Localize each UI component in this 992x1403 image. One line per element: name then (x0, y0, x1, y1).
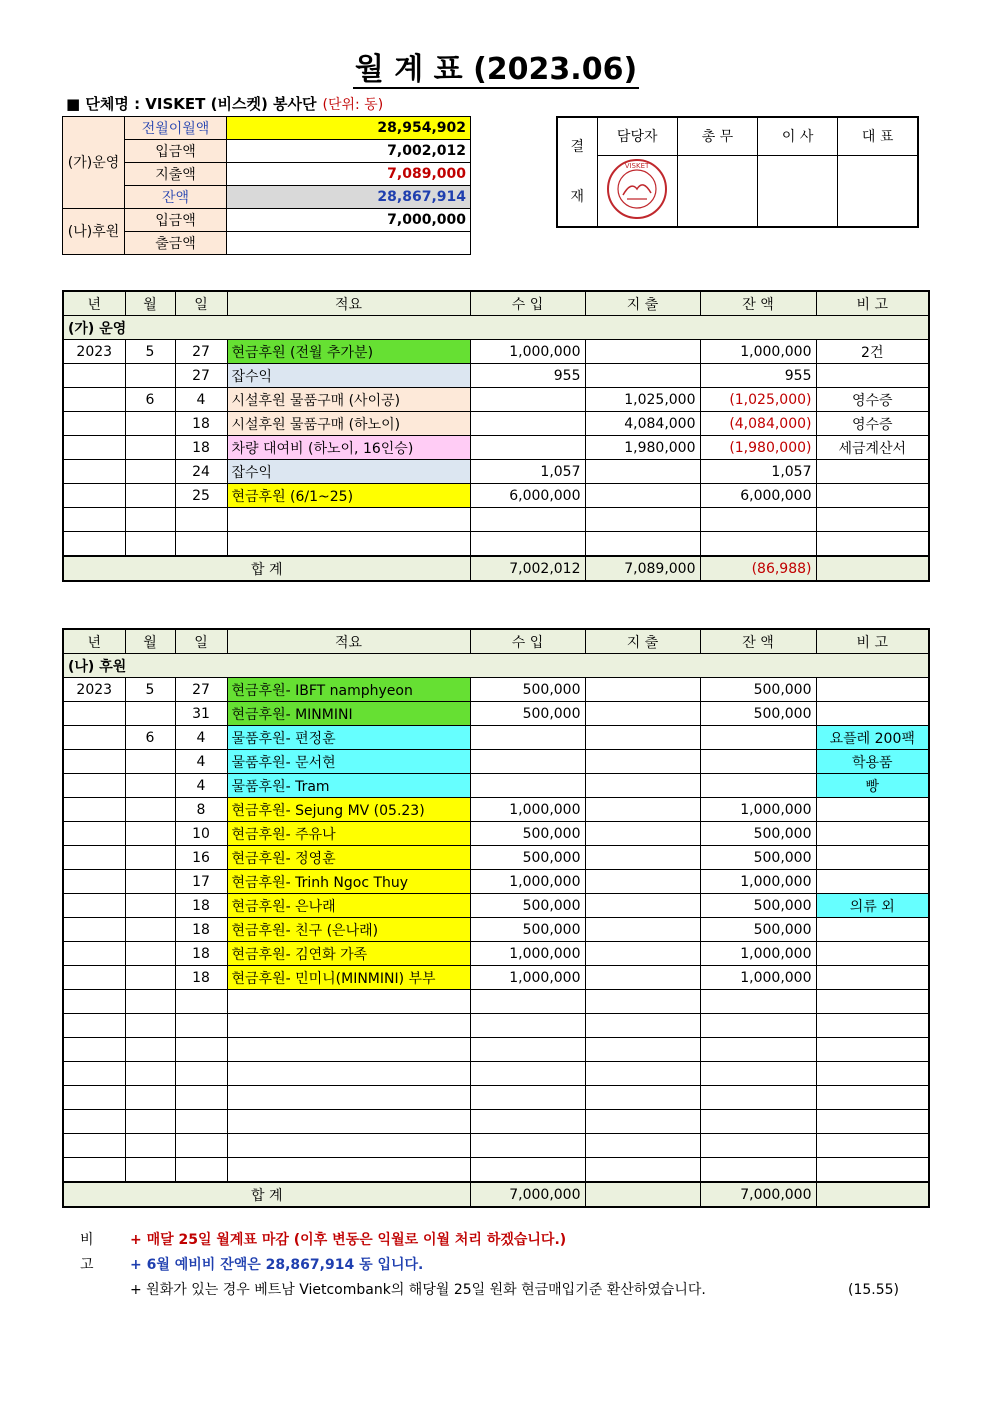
page-title: 월 계 표 (2023.06) (354, 52, 638, 87)
note-cell: 의류 외 (816, 894, 929, 918)
year-cell (63, 750, 125, 774)
note-cell: 세금계산서 (816, 436, 929, 460)
year-cell (63, 364, 125, 388)
empty-row (63, 532, 929, 557)
year-cell (63, 846, 125, 870)
table-row (63, 726, 929, 750)
note-line: + 매달 25일 월계표 마감 (이후 변동은 익월로 이월 처리 하겠습니다.) (130, 1232, 567, 1248)
year-cell (63, 942, 125, 966)
year-cell: 2023 (63, 340, 125, 364)
stamp-cell (597, 155, 677, 227)
balance-cell: 955 (700, 364, 816, 388)
table-row (63, 942, 929, 966)
note-cell (816, 364, 929, 388)
day-cell: 24 (175, 460, 227, 484)
summary-value: 28,867,914 (227, 186, 471, 209)
expense-cell (585, 942, 700, 966)
income-cell: 1,057 (470, 460, 585, 484)
col-header: 일 (175, 629, 227, 654)
seal-stamp-icon (605, 157, 669, 221)
total-balance: 7,000,000 (700, 1182, 816, 1207)
balance-cell: 500,000 (700, 894, 816, 918)
day-cell: 4 (175, 750, 227, 774)
income-cell: 500,000 (470, 846, 585, 870)
year-cell: 2023 (63, 678, 125, 702)
balance-cell (700, 750, 816, 774)
empty-row (63, 1038, 929, 1062)
col-header: 비 고 (816, 629, 929, 654)
year-cell (63, 894, 125, 918)
table-row (63, 798, 929, 822)
approval-side-label: 결 재 (557, 117, 597, 227)
description-cell: 현금후원- 주유나 (227, 822, 470, 846)
expense-cell (585, 846, 700, 870)
balance-cell (700, 774, 816, 798)
section-title: (나) 후원 (63, 654, 929, 678)
col-header: 적요 (227, 291, 470, 316)
expense-cell (585, 364, 700, 388)
month-cell (125, 966, 175, 990)
total-balance: (86,988) (700, 556, 816, 581)
month-cell (125, 822, 175, 846)
description-cell: 현금후원- MINMINI (227, 702, 470, 726)
table-row (63, 460, 929, 484)
month-cell (125, 918, 175, 942)
total-label: 합 계 (63, 556, 470, 581)
empty-row (63, 1110, 929, 1134)
day-cell: 8 (175, 798, 227, 822)
month-cell: 5 (125, 340, 175, 364)
day-cell: 18 (175, 918, 227, 942)
expense-cell (585, 894, 700, 918)
table-row (63, 412, 929, 436)
expense-cell: 1,980,000 (585, 436, 700, 460)
table-row (63, 918, 929, 942)
note-cell: 빵 (816, 774, 929, 798)
expense-cell (585, 774, 700, 798)
day-cell: 27 (175, 678, 227, 702)
income-cell: 500,000 (470, 822, 585, 846)
description-cell: 시설후원 물품구매 (사이공) (227, 388, 470, 412)
income-cell: 1,000,000 (470, 870, 585, 894)
income-cell: 6,000,000 (470, 484, 585, 508)
empty-row (63, 508, 929, 532)
description-cell: 잡수익 (227, 364, 470, 388)
month-cell (125, 846, 175, 870)
note-cell (816, 798, 929, 822)
summary-value: 7,002,012 (227, 140, 471, 163)
col-header: 잔 액 (700, 629, 816, 654)
expense-cell: 4,084,000 (585, 412, 700, 436)
day-cell: 25 (175, 484, 227, 508)
day-cell: 4 (175, 774, 227, 798)
col-header: 년 (63, 629, 125, 654)
year-cell (63, 436, 125, 460)
expense-cell (585, 822, 700, 846)
description-cell: 현금후원- 은나래 (227, 894, 470, 918)
table-row (63, 484, 929, 508)
income-cell: 955 (470, 364, 585, 388)
total-income: 7,000,000 (470, 1182, 585, 1207)
month-cell: 5 (125, 678, 175, 702)
expense-cell (585, 798, 700, 822)
month-cell (125, 750, 175, 774)
year-cell (63, 918, 125, 942)
note-cell (816, 484, 929, 508)
month-cell (125, 364, 175, 388)
table-row (63, 340, 929, 364)
note-cell: 2건 (816, 340, 929, 364)
description-cell: 현금후원- IBFT namphyeon (227, 678, 470, 702)
organization-name: ■ 단체명 : VISKET (비스켓) 봉사단 (단위: 동) (66, 95, 384, 113)
balance-cell: 500,000 (700, 822, 816, 846)
expense-cell (585, 340, 700, 364)
approval-box (556, 116, 919, 228)
income-cell: 500,000 (470, 678, 585, 702)
year-cell (63, 726, 125, 750)
note-line: + 원화가 있는 경우 베트남 Vietcombank의 해당월 25일 원화 현금매입기준 환산하였습니다. (130, 1282, 706, 1298)
expense-cell: 1,025,000 (585, 388, 700, 412)
balance-cell: 1,000,000 (700, 798, 816, 822)
empty-row (63, 1062, 929, 1086)
year-cell (63, 702, 125, 726)
description-cell: 물품후원- Tram (227, 774, 470, 798)
table-row (63, 966, 929, 990)
day-cell: 4 (175, 388, 227, 412)
income-cell: 1,000,000 (470, 798, 585, 822)
summary-label: 잔액 (125, 186, 227, 209)
month-cell (125, 702, 175, 726)
svg-text:VISKET: VISKET (624, 161, 650, 170)
day-cell: 27 (175, 364, 227, 388)
col-header: 년 (63, 291, 125, 316)
balance-cell: (1,980,000) (700, 436, 816, 460)
balance-cell: 1,000,000 (700, 870, 816, 894)
year-cell (63, 460, 125, 484)
expense-cell (585, 918, 700, 942)
summary-label: 전월이월액 (125, 117, 227, 140)
description-cell: 물품후원- 편정훈 (227, 726, 470, 750)
unit-label: (단위: 동) (322, 97, 384, 113)
description-cell: 현금후원 (전월 추가분) (227, 340, 470, 364)
note-cell (816, 942, 929, 966)
summary-label: 지출액 (125, 163, 227, 186)
month-cell (125, 870, 175, 894)
total-expense (585, 1182, 700, 1207)
income-cell (470, 436, 585, 460)
year-cell (63, 966, 125, 990)
year-cell (63, 822, 125, 846)
month-cell (125, 412, 175, 436)
note-cell: 요플레 200팩 (816, 726, 929, 750)
notes-label: 비고 (80, 1232, 94, 1273)
approval-col: 대 표 (838, 117, 918, 155)
balance-cell: 1,000,000 (700, 942, 816, 966)
description-cell: 현금후원- Sejung MV (05.23) (227, 798, 470, 822)
expense-cell (585, 484, 700, 508)
col-header: 잔 액 (700, 291, 816, 316)
description-cell: 현금후원 (6/1~25) (227, 484, 470, 508)
note-cell (816, 918, 929, 942)
group-operation-label: (가)운영 (63, 117, 125, 209)
month-cell (125, 460, 175, 484)
table-row (63, 846, 929, 870)
day-cell: 17 (175, 870, 227, 894)
income-cell: 1,000,000 (470, 966, 585, 990)
year-cell (63, 774, 125, 798)
day-cell: 4 (175, 726, 227, 750)
summary-label: 출금액 (125, 232, 227, 255)
description-cell: 현금후원- 친구 (은나래) (227, 918, 470, 942)
summary-label: 입금액 (125, 140, 227, 163)
description-cell: 잡수익 (227, 460, 470, 484)
balance-cell: 1,057 (700, 460, 816, 484)
month-cell (125, 774, 175, 798)
income-cell (470, 750, 585, 774)
description-cell: 차량 대여비 (하노이, 16인승) (227, 436, 470, 460)
col-header: 월 (125, 629, 175, 654)
empty-row (63, 1134, 929, 1158)
summary-label: 입금액 (125, 209, 227, 232)
table-row (63, 388, 929, 412)
day-cell: 18 (175, 436, 227, 460)
sponsor-ledger (62, 628, 930, 1208)
balance-cell: 500,000 (700, 918, 816, 942)
col-header: 비 고 (816, 291, 929, 316)
exchange-rate: (15.55) (848, 1282, 900, 1298)
month-cell (125, 484, 175, 508)
empty-row (63, 1014, 929, 1038)
note-cell (816, 966, 929, 990)
balance-cell: 500,000 (700, 678, 816, 702)
table-row (63, 774, 929, 798)
operation-ledger (62, 290, 930, 582)
col-header: 지 출 (585, 629, 700, 654)
note-cell: 영수증 (816, 412, 929, 436)
income-cell: 500,000 (470, 702, 585, 726)
description-cell: 시설후원 물품구매 (하노이) (227, 412, 470, 436)
expense-cell (585, 702, 700, 726)
balance-cell: 500,000 (700, 702, 816, 726)
col-header: 수 입 (470, 291, 585, 316)
approval-col: 담당자 (597, 117, 677, 155)
month-cell: 6 (125, 388, 175, 412)
summary-table (62, 116, 471, 255)
table-row (63, 870, 929, 894)
balance-cell: (1,025,000) (700, 388, 816, 412)
table-row (63, 750, 929, 774)
col-header: 지 출 (585, 291, 700, 316)
expense-cell (585, 966, 700, 990)
day-cell: 31 (175, 702, 227, 726)
description-cell: 물품후원- 문서현 (227, 750, 470, 774)
table-row (63, 678, 929, 702)
col-header: 일 (175, 291, 227, 316)
income-cell (470, 726, 585, 750)
expense-cell (585, 678, 700, 702)
table-row (63, 364, 929, 388)
income-cell: 500,000 (470, 894, 585, 918)
table-row (63, 702, 929, 726)
note-cell (816, 870, 929, 894)
description-cell: 현금후원- Trinh Ngoc Thuy (227, 870, 470, 894)
balance-cell: 500,000 (700, 846, 816, 870)
year-cell (63, 484, 125, 508)
day-cell: 27 (175, 340, 227, 364)
summary-value: 28,954,902 (227, 117, 471, 140)
description-cell: 현금후원- 김연화 가족 (227, 942, 470, 966)
expense-cell (585, 726, 700, 750)
income-cell (470, 412, 585, 436)
summary-value: 7,000,000 (227, 209, 471, 232)
approval-col: 총 무 (677, 117, 757, 155)
expense-cell (585, 870, 700, 894)
note-cell: 학용품 (816, 750, 929, 774)
note-cell (816, 678, 929, 702)
summary-value (227, 232, 471, 255)
month-cell (125, 942, 175, 966)
month-cell (125, 798, 175, 822)
expense-cell (585, 460, 700, 484)
note-cell: 영수증 (816, 388, 929, 412)
day-cell: 18 (175, 412, 227, 436)
income-cell: 1,000,000 (470, 340, 585, 364)
table-row (63, 894, 929, 918)
group-sponsor-label: (나)후원 (63, 209, 125, 255)
total-expense: 7,089,000 (585, 556, 700, 581)
day-cell: 18 (175, 942, 227, 966)
year-cell (63, 412, 125, 436)
balance-cell: 6,000,000 (700, 484, 816, 508)
day-cell: 18 (175, 894, 227, 918)
note-line: + 6월 예비비 잔액은 28,867,914 동 입니다. (130, 1257, 424, 1273)
year-cell (63, 870, 125, 894)
col-header: 수 입 (470, 629, 585, 654)
note-cell (816, 702, 929, 726)
section-title: (가) 운영 (63, 316, 929, 340)
year-cell (63, 798, 125, 822)
total-income: 7,002,012 (470, 556, 585, 581)
description-cell: 현금후원- 정영훈 (227, 846, 470, 870)
year-cell (63, 388, 125, 412)
balance-cell: (4,084,000) (700, 412, 816, 436)
table-row (63, 436, 929, 460)
income-cell (470, 388, 585, 412)
col-header: 적요 (227, 629, 470, 654)
total-label: 합 계 (63, 1182, 470, 1207)
description-cell: 현금후원- 민미니(MINMINI) 부부 (227, 966, 470, 990)
empty-row (63, 1158, 929, 1183)
summary-value: 7,089,000 (227, 163, 471, 186)
empty-row (63, 1086, 929, 1110)
day-cell: 10 (175, 822, 227, 846)
col-header: 월 (125, 291, 175, 316)
balance-cell: 1,000,000 (700, 340, 816, 364)
balance-cell: 1,000,000 (700, 966, 816, 990)
note-cell (816, 846, 929, 870)
note-cell (816, 822, 929, 846)
month-cell (125, 436, 175, 460)
month-cell: 6 (125, 726, 175, 750)
note-cell (816, 460, 929, 484)
empty-row (63, 990, 929, 1014)
income-cell (470, 774, 585, 798)
approval-col: 이 사 (758, 117, 838, 155)
income-cell: 500,000 (470, 918, 585, 942)
month-cell (125, 894, 175, 918)
expense-cell (585, 750, 700, 774)
balance-cell (700, 726, 816, 750)
day-cell: 16 (175, 846, 227, 870)
income-cell: 1,000,000 (470, 942, 585, 966)
day-cell: 18 (175, 966, 227, 990)
table-row (63, 822, 929, 846)
